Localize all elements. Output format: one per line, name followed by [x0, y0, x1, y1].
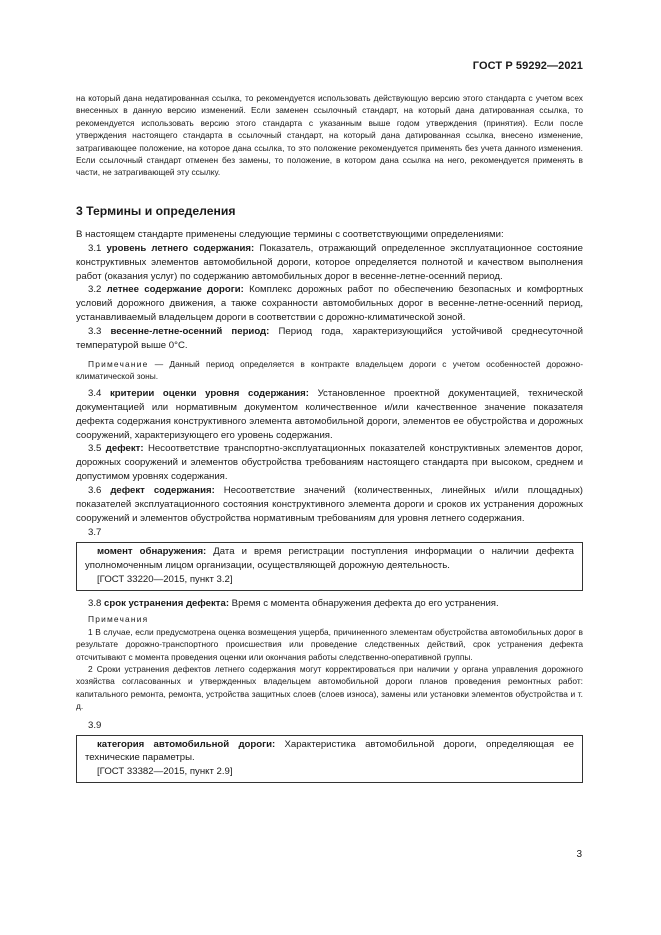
term-3-2 — [76, 283, 583, 325]
intro-paragraph: на который дана недатированная ссылка, то рекомендуется использовать действующую версию этого стандарта с учетом всех внесенных в данную версию изменений. Если заменен ссылочный стандарт, на который дана датированная ссылка, то рекомендуется использовать версию этого стандарта с указанным выше годом утверждения (принятия). Если после утверждения настоящего стандарта в ссылочный стандарт, на который дана датированная ссылка, внесено изменение, затрагивающее положение, на которое дана ссылка, то это положение рекомендуется применять без учета данного изменения. Если ссылочный стандарт отменен без замены, то положение, в котором дана ссылка на него, рекомендуется применять в части, не затрагивающей эту ссылку. — [76, 93, 583, 178]
term-definition: Несоответствие транспортно-эксплуатационных показателей конструктивных элементов дорог, дорожных сооружений и элементов обустройства требованиям настоящего стандарта при высоком, среднем и допустимом уровнях содержания. — [76, 443, 583, 483]
term-name: момент обнаружения: — [97, 545, 207, 557]
term-number: 3.1 — [88, 242, 102, 254]
term-3-9-box — [76, 735, 583, 784]
term-number: 3.6 — [88, 485, 102, 497]
term-number: 3.8 — [88, 597, 102, 609]
term-3-7-reference: [ГОСТ 33220—2015, пункт 3.2] — [97, 573, 233, 585]
term-3-7-number: 3.7 — [88, 526, 102, 538]
term-3-3 — [76, 325, 583, 353]
term-name: весенне-летне-осенний период: — [110, 326, 270, 338]
term-3-1 — [76, 242, 583, 284]
notes-label: Примечания — [88, 614, 149, 625]
term-3-4 — [76, 387, 583, 443]
term-3-6 — [76, 484, 583, 526]
term-3-9 — [85, 738, 574, 766]
term-number: 3.5 — [88, 443, 102, 455]
term-definition: Дата и время регистрации поступления информации о наличии дефекта уполномоченным лицом организации, осуществляющей дорожную деятельность. — [85, 545, 574, 571]
term-definition: Установленное проектной документацией, технической документацией или нормативным документом количественное и/или качественное значение показателя дефекта содержания конструктивного элемента автомобильной дороги, элементов ее обустройства и дорожных сооружений, характеризующего его уровень содержания. — [76, 387, 583, 441]
term-3-9-number: 3.9 — [88, 719, 102, 731]
term-definition: Комплекс дорожных работ по обеспечению безопасных и комфортных условий дорожного движения, а также сохранности автомобильных дорог в весенне-летне-осенний период, устанавливаемый владельцем дороги в соответствии с дорожно-климатической зоной. — [76, 284, 583, 324]
term-number: 3.2 — [88, 284, 102, 296]
term-name: дефект содержания: — [110, 485, 215, 497]
term-definition: Характеристика автомобильной дороги, определяющая ее технические параметры. — [85, 738, 574, 764]
note-3-8-item-1: 1 В случае, если предусмотрена оценка возмещения ущерба, причиненного элементам обустройства автомобильных дорог в результате дорожно-транспортного происшествия или проведение следственных действий, срок устранения дефекта отсчитывают с момента проведения оценки или окончания работы следственно-оперативной группы. — [76, 626, 583, 662]
notes-3-8-label — [76, 613, 583, 625]
term-name: летнее содержание дороги: — [106, 284, 244, 296]
term-definition: Период года, характеризующийся устойчивой среднесуточной температурой выше 0°С. — [76, 326, 583, 352]
term-name: дефект: — [105, 443, 144, 455]
page-content — [76, 92, 583, 787]
section-lead — [76, 228, 583, 242]
note-3-8-item-2: 2 Сроки устранения дефектов летнего содержания могут корректироваться при наличии у органа управления дорожного хозяйства согласованных и утвержденных владельцем автомобильной дороги планов проведения ремонтных работ: капитального ремонта, ремонта, устройства защитных слоев (слоев износа), замены или установки элементов обустройства и т. д. — [76, 664, 583, 712]
term-name: категория автомобильной дороги: — [97, 738, 276, 750]
term-definition: Показатель, отражающий определенное эксплуатационное состояние конструктивных элементов автомобильной дороги, которое определяется полнотой и качеством выполнения работ (оказания услуг) по содержанию автомобильных дорог в весенне-летне-осенний период. — [76, 242, 584, 282]
section-title: 3 Термины и определения — [76, 203, 236, 218]
term-number: 3.4 — [88, 387, 102, 399]
standard-id: ГОСТ Р 59292—2021 — [472, 60, 583, 72]
note-3-3 — [76, 358, 583, 383]
term-definition: Несоответствие значений (количественных, линейных и/или площадных) показателей эксплуатационного состояния конструктивного элемента дороги и сроков их устранения дорожных сооружений и элементов обустройства нормативным требованиям для уровня летнего содержания. — [76, 485, 583, 524]
term-3-7-box — [76, 542, 583, 591]
page-number: 3 — [576, 849, 582, 860]
term-3-9-reference: [ГОСТ 33382—2015, пункт 2.9] — [97, 766, 233, 778]
term-name: срок устранения дефекта: — [104, 597, 230, 609]
term-name: уровень летнего содержания: — [106, 242, 255, 254]
term-number: 3.3 — [88, 326, 102, 338]
term-definition: Время с момента обнаружения дефекта до его устранения. — [229, 597, 499, 609]
section-lead-text: В настоящем стандарте применены следующие термины с соответствующими определениями: — [76, 228, 504, 240]
note-label: Примечание — [88, 359, 149, 369]
term-name: критерии оценки уровня содержания: — [110, 387, 309, 399]
term-3-7 — [85, 545, 574, 573]
note-text: — Данный период определяется в контракте владельцем дороги с учетом особенностей дорожно-климатической зоны. — [76, 359, 583, 382]
term-3-5 — [76, 442, 583, 484]
term-3-8 — [76, 597, 583, 611]
